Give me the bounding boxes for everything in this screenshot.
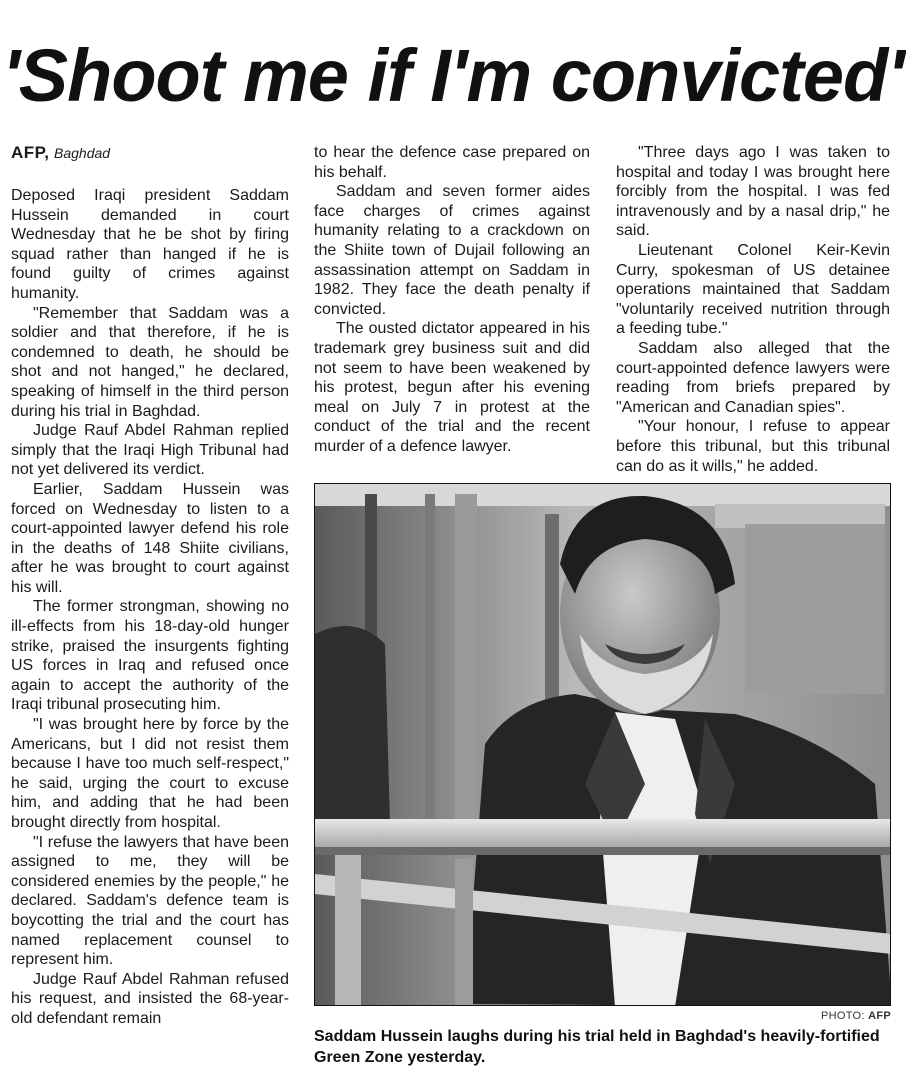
byline-agency: AFP,: [11, 143, 50, 162]
paragraph: "I was brought here by force by the Americans, but I did not resist them because I have too much self-respect," he said, urging the court to excuse him, and adding that he had been brought directly from hospital.: [11, 716, 289, 831]
paragraph: Judge Rauf Abdel Rahman refused his request, and insisted the 68-year-old defendant remain: [11, 970, 289, 1027]
photo-credit-source: AFP: [868, 1010, 891, 1022]
article-column-2: [314, 143, 590, 457]
paragraph: Judge Rauf Abdel Rahman replied simply that the Iraqi High Tribunal had not yet delivered its verdict.: [11, 422, 289, 479]
article-column-1: [11, 143, 289, 1029]
news-photo: [314, 483, 891, 1006]
photo-credit-label: PHOTO:: [820, 1010, 865, 1022]
paragraph: "Three days ago I was taken to hospital and today I was brought here forcibly from the hospital. I was fed intravenously and by a nasal drip," he said.: [616, 144, 890, 240]
paragraph: to hear the defence case prepared on his behalf.: [314, 144, 590, 181]
paragraph: "Your honour, I refuse to appear before this tribunal, but this tribunal can do as it wills," he added.: [616, 418, 890, 475]
paragraph: Saddam also alleged that the court-appointed defence lawyers were reading from briefs prepared by "American and Canadian spies".: [616, 339, 890, 416]
paragraph: Earlier, Saddam Hussein was forced on Wednesday to listen to a court-appointed lawyer defend his role in the deaths of 148 Shiite civilians, after he was brought to court against his will.: [11, 480, 289, 596]
paragraph: The ousted dictator appeared in his trademark grey business suit and did not seem to have been weakened by his protest, begun after his evening meal on July 7 in protest at the conduct of the trial and the recent murder of a defence lawyer.: [314, 320, 590, 455]
photo-caption: Saddam Hussein laughs during his trial held in Baghdad's heavily-fortified Green Zone yesterday.: [314, 1028, 880, 1066]
photo-credit: [600, 1009, 891, 1023]
paragraph: Lieutenant Colonel Keir-Kevin Curry, spokesman of US detainee operations maintained that Saddam "voluntarily received nutrition through a feeding tube.": [616, 241, 890, 338]
paragraph: "Remember that Saddam was a soldier and that therefore, if he is condemned to death, he should be shot and not hanged," he declared, speaking of himself in the third person during his trial in Baghdad.: [11, 304, 289, 420]
paragraph: Deposed Iraqi president Saddam Hussein demanded in court Wednesday that he be shot by firing squad rather than hanged if he is found guilty of crimes against humanity.: [11, 187, 289, 302]
byline-location: Baghdad: [54, 145, 111, 161]
paragraph: Saddam and seven former aides face charges of crimes against humanity relating to a crackdown on the Shiite town of Dujail following an assassination attempt on Saddam in 1982. They face the death penalty if convicted.: [314, 183, 590, 318]
headline: 'Shoot me if I'm convicted': [2, 34, 904, 117]
paragraph: The former strongman, showing no ill-effects from his 18-day-old hunger strike, praised the insurgents fighting US forces in Iraq and refused once again to accept the authority of the Iraqi tribunal prosecuting him.: [11, 598, 289, 714]
paragraph: "I refuse the lawyers that have been assigned to me, they will be considered enemies by the people," he declared. Saddam's defence team is boycotting the trial and the court has named replacement counsel to represent him.: [11, 833, 289, 969]
byline: [11, 143, 289, 164]
article-column-3: [616, 143, 890, 476]
